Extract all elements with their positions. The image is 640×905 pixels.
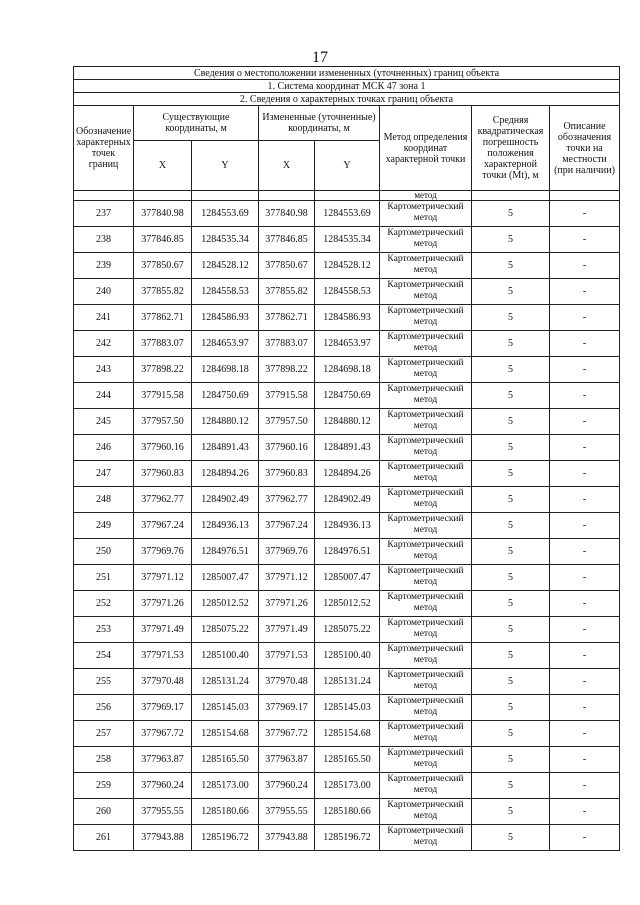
cell-existing-x: 377967.72	[134, 721, 192, 747]
cell-changed-x: 377963.87	[259, 747, 315, 773]
cell-mt-error: 5	[472, 279, 550, 305]
table-row	[74, 435, 620, 461]
table-row	[74, 383, 620, 409]
header-description: Описание обозначения точки на местности (при наличии)	[550, 106, 620, 191]
cell-existing-y: 1284535.34	[192, 227, 259, 253]
cell-changed-x: 377960.24	[259, 773, 315, 799]
table-row	[74, 721, 620, 747]
cell-mt-error: 5	[472, 773, 550, 799]
cell-mt-error: 5	[472, 643, 550, 669]
cell-mt-error: 5	[472, 253, 550, 279]
cell-existing-x: 377971.49	[134, 617, 192, 643]
header-error: Средняя квадратическая погрешность положения характерной точки (Mt), м	[472, 106, 550, 191]
cell-changed-x: 377971.53	[259, 643, 315, 669]
cell-changed-y: 1284653.97	[315, 331, 380, 357]
cell-description: -	[550, 305, 620, 331]
cell-point-id: 254	[74, 643, 134, 669]
cell-changed-x: 377846.85	[259, 227, 315, 253]
cell-description: -	[550, 253, 620, 279]
cell-existing-x: 377960.16	[134, 435, 192, 461]
cell-method: Картометрический метод	[380, 279, 472, 305]
cell-description: -	[550, 331, 620, 357]
cell-mt-error: 5	[472, 825, 550, 851]
cell-point-id: 259	[74, 773, 134, 799]
table-row	[74, 513, 620, 539]
cell-description: -	[550, 669, 620, 695]
cell-method: Картометрический метод	[380, 513, 472, 539]
cell-existing-x: 377943.88	[134, 825, 192, 851]
cell-existing-x: 377955.55	[134, 799, 192, 825]
cell-changed-y: 1284891.43	[315, 435, 380, 461]
cell-existing-y: 1285075.22	[192, 617, 259, 643]
cell-existing-y: 1284528.12	[192, 253, 259, 279]
cell-changed-x: 377943.88	[259, 825, 315, 851]
cell-existing-x: 377967.24	[134, 513, 192, 539]
cell-mt-error: 5	[472, 591, 550, 617]
cell-mt-error: 5	[472, 409, 550, 435]
boundary-points-table	[73, 66, 620, 851]
cell-changed-x: 377855.82	[259, 279, 315, 305]
cell-existing-x: 377971.26	[134, 591, 192, 617]
cell-mt-error: 5	[472, 617, 550, 643]
cell-mt-error: 5	[472, 201, 550, 227]
cell-changed-y: 1285165.50	[315, 747, 380, 773]
cell-point-id: 248	[74, 487, 134, 513]
cell-changed-x: 377850.67	[259, 253, 315, 279]
cell-method: Картометрический метод	[380, 487, 472, 513]
cell-existing-y: 1284698.18	[192, 357, 259, 383]
cell-changed-y: 1284586.93	[315, 305, 380, 331]
cell-point-id: 239	[74, 253, 134, 279]
header-changed-coords: Измененные (уточненные) координаты, м	[259, 106, 380, 141]
cell-changed-y: 1285173.00	[315, 773, 380, 799]
cell-mt-error: 5	[472, 331, 550, 357]
cell-existing-x: 377846.85	[134, 227, 192, 253]
cell-method: Картометрический метод	[380, 461, 472, 487]
cell-point-id: 250	[74, 539, 134, 565]
table-row	[74, 253, 620, 279]
cell-description: -	[550, 227, 620, 253]
cell-changed-y: 1284528.12	[315, 253, 380, 279]
table-row	[74, 305, 620, 331]
cell-existing-x: 377960.83	[134, 461, 192, 487]
cell-description: -	[550, 591, 620, 617]
continuation-method: метод	[380, 191, 472, 201]
cell-existing-x: 377970.48	[134, 669, 192, 695]
cell-changed-y: 1284894.26	[315, 461, 380, 487]
table-row	[74, 331, 620, 357]
cell-method: Картометрический метод	[380, 435, 472, 461]
cell-description: -	[550, 539, 620, 565]
cell-mt-error: 5	[472, 357, 550, 383]
cell-existing-y: 1284653.97	[192, 331, 259, 357]
table-row	[74, 539, 620, 565]
cell-mt-error: 5	[472, 669, 550, 695]
cell-method: Картометрический метод	[380, 773, 472, 799]
cell-changed-x: 377883.07	[259, 331, 315, 357]
cell-existing-x: 377883.07	[134, 331, 192, 357]
cell-existing-y: 1284902.49	[192, 487, 259, 513]
cell-point-id: 252	[74, 591, 134, 617]
table-row	[74, 461, 620, 487]
cell-changed-y: 1285007.47	[315, 565, 380, 591]
cell-changed-y: 1285196.72	[315, 825, 380, 851]
cell-method: Картометрический метод	[380, 383, 472, 409]
cell-method: Картометрический метод	[380, 643, 472, 669]
cell-changed-x: 377915.58	[259, 383, 315, 409]
cell-existing-y: 1284553.69	[192, 201, 259, 227]
cell-method: Картометрический метод	[380, 747, 472, 773]
cell-changed-y: 1284880.12	[315, 409, 380, 435]
cell-mt-error: 5	[472, 383, 550, 409]
cell-existing-x: 377971.53	[134, 643, 192, 669]
table-row	[74, 695, 620, 721]
cell-changed-y: 1284902.49	[315, 487, 380, 513]
cell-description: -	[550, 513, 620, 539]
table-row	[74, 565, 620, 591]
cell-existing-x: 377915.58	[134, 383, 192, 409]
continuation-row	[74, 191, 620, 201]
cell-point-id: 247	[74, 461, 134, 487]
cell-description: -	[550, 695, 620, 721]
header-designation: Обозначение характерных точек границ	[74, 106, 134, 191]
cell-changed-x: 377962.77	[259, 487, 315, 513]
cell-existing-y: 1285173.00	[192, 773, 259, 799]
cell-changed-y: 1284698.18	[315, 357, 380, 383]
table-row	[74, 747, 620, 773]
cell-description: -	[550, 201, 620, 227]
cell-changed-x: 377960.16	[259, 435, 315, 461]
cell-mt-error: 5	[472, 487, 550, 513]
header-existing-y: Y	[192, 141, 259, 191]
cell-existing-y: 1284880.12	[192, 409, 259, 435]
cell-existing-y: 1284976.51	[192, 539, 259, 565]
cell-changed-y: 1284750.69	[315, 383, 380, 409]
cell-description: -	[550, 799, 620, 825]
cell-point-id: 243	[74, 357, 134, 383]
cell-changed-y: 1285075.22	[315, 617, 380, 643]
cell-changed-y: 1284558.53	[315, 279, 380, 305]
table-row	[74, 591, 620, 617]
cell-description: -	[550, 825, 620, 851]
cell-mt-error: 5	[472, 305, 550, 331]
cell-method: Картометрический метод	[380, 721, 472, 747]
cell-changed-x: 377971.12	[259, 565, 315, 591]
cell-existing-y: 1285131.24	[192, 669, 259, 695]
cell-method: Картометрический метод	[380, 799, 472, 825]
table-row	[74, 643, 620, 669]
cell-existing-y: 1285100.40	[192, 643, 259, 669]
cell-existing-y: 1284891.43	[192, 435, 259, 461]
table-row	[74, 617, 620, 643]
header-existing-x: X	[134, 141, 192, 191]
cell-mt-error: 5	[472, 539, 550, 565]
coordinate-system-title: 1. Система координат МСК 47 зона 1	[74, 80, 620, 93]
cell-mt-error: 5	[472, 799, 550, 825]
table-title: Сведения о местоположении измененных (уточненных) границ объекта	[74, 67, 620, 80]
cell-description: -	[550, 565, 620, 591]
cell-point-id: 245	[74, 409, 134, 435]
cell-changed-y: 1285180.66	[315, 799, 380, 825]
cell-changed-y: 1284936.13	[315, 513, 380, 539]
cell-point-id: 257	[74, 721, 134, 747]
cell-description: -	[550, 747, 620, 773]
cell-description: -	[550, 617, 620, 643]
cell-changed-x: 377971.26	[259, 591, 315, 617]
cell-method: Картометрический метод	[380, 201, 472, 227]
cell-changed-x: 377969.17	[259, 695, 315, 721]
table-row	[74, 279, 620, 305]
cell-changed-x: 377960.83	[259, 461, 315, 487]
cell-mt-error: 5	[472, 695, 550, 721]
cell-changed-y: 1284976.51	[315, 539, 380, 565]
cell-existing-y: 1285154.68	[192, 721, 259, 747]
cell-method: Картометрический метод	[380, 227, 472, 253]
cell-changed-y: 1285131.24	[315, 669, 380, 695]
cell-existing-y: 1284586.93	[192, 305, 259, 331]
table-row	[74, 669, 620, 695]
cell-existing-y: 1285180.66	[192, 799, 259, 825]
cell-existing-x: 377963.87	[134, 747, 192, 773]
page-number: 17	[312, 49, 328, 66]
cell-existing-x: 377957.50	[134, 409, 192, 435]
cell-method: Картометрический метод	[380, 357, 472, 383]
cell-point-id: 261	[74, 825, 134, 851]
cell-method: Картометрический метод	[380, 253, 472, 279]
cell-method: Картометрический метод	[380, 331, 472, 357]
cell-changed-y: 1285145.03	[315, 695, 380, 721]
cell-changed-x: 377970.48	[259, 669, 315, 695]
cell-mt-error: 5	[472, 227, 550, 253]
cell-existing-y: 1285165.50	[192, 747, 259, 773]
cell-changed-x: 377955.55	[259, 799, 315, 825]
table-row	[74, 357, 620, 383]
cell-method: Картометрический метод	[380, 591, 472, 617]
cell-existing-x: 377962.77	[134, 487, 192, 513]
cell-existing-x: 377850.67	[134, 253, 192, 279]
cell-existing-y: 1285007.47	[192, 565, 259, 591]
table-row	[74, 799, 620, 825]
cell-point-id: 260	[74, 799, 134, 825]
cell-method: Картометрический метод	[380, 695, 472, 721]
cell-method: Картометрический метод	[380, 825, 472, 851]
header-method: Метод определения координат характерной точки	[380, 106, 472, 191]
cell-mt-error: 5	[472, 721, 550, 747]
header-changed-x: X	[259, 141, 315, 191]
cell-mt-error: 5	[472, 461, 550, 487]
cell-existing-y: 1285012.52	[192, 591, 259, 617]
cell-changed-x: 377898.22	[259, 357, 315, 383]
cell-description: -	[550, 461, 620, 487]
header-existing-coords: Существующие координаты, м	[134, 106, 259, 141]
section-title: 2. Сведения о характерных точках границ объекта	[74, 93, 620, 106]
cell-point-id: 253	[74, 617, 134, 643]
cell-changed-x: 377967.24	[259, 513, 315, 539]
cell-existing-x: 377862.71	[134, 305, 192, 331]
cell-method: Картометрический метод	[380, 539, 472, 565]
cell-description: -	[550, 279, 620, 305]
cell-mt-error: 5	[472, 747, 550, 773]
cell-point-id: 256	[74, 695, 134, 721]
cell-existing-x: 377960.24	[134, 773, 192, 799]
table-row	[74, 487, 620, 513]
cell-method: Картометрический метод	[380, 617, 472, 643]
cell-existing-y: 1284750.69	[192, 383, 259, 409]
cell-existing-y: 1284558.53	[192, 279, 259, 305]
cell-existing-y: 1284894.26	[192, 461, 259, 487]
table-row	[74, 825, 620, 851]
table-row	[74, 773, 620, 799]
cell-description: -	[550, 357, 620, 383]
cell-existing-x: 377969.76	[134, 539, 192, 565]
cell-changed-x: 377967.72	[259, 721, 315, 747]
cell-changed-y: 1285100.40	[315, 643, 380, 669]
table-row	[74, 201, 620, 227]
cell-method: Картометрический метод	[380, 565, 472, 591]
cell-changed-x: 377862.71	[259, 305, 315, 331]
cell-mt-error: 5	[472, 565, 550, 591]
header-changed-y: Y	[315, 141, 380, 191]
cell-changed-y: 1285012.52	[315, 591, 380, 617]
cell-existing-x: 377898.22	[134, 357, 192, 383]
cell-point-id: 244	[74, 383, 134, 409]
cell-changed-y: 1284535.34	[315, 227, 380, 253]
cell-changed-x: 377957.50	[259, 409, 315, 435]
cell-method: Картометрический метод	[380, 305, 472, 331]
cell-mt-error: 5	[472, 513, 550, 539]
cell-point-id: 241	[74, 305, 134, 331]
cell-description: -	[550, 409, 620, 435]
cell-changed-x: 377969.76	[259, 539, 315, 565]
cell-existing-x: 377855.82	[134, 279, 192, 305]
cell-point-id: 242	[74, 331, 134, 357]
cell-existing-y: 1285196.72	[192, 825, 259, 851]
cell-point-id: 255	[74, 669, 134, 695]
cell-point-id: 246	[74, 435, 134, 461]
cell-existing-x: 377840.98	[134, 201, 192, 227]
cell-changed-y: 1285154.68	[315, 721, 380, 747]
cell-existing-y: 1285145.03	[192, 695, 259, 721]
cell-point-id: 237	[74, 201, 134, 227]
cell-description: -	[550, 487, 620, 513]
cell-changed-x: 377971.49	[259, 617, 315, 643]
cell-existing-x: 377969.17	[134, 695, 192, 721]
cell-changed-x: 377840.98	[259, 201, 315, 227]
cell-point-id: 240	[74, 279, 134, 305]
cell-description: -	[550, 643, 620, 669]
cell-point-id: 251	[74, 565, 134, 591]
cell-existing-y: 1284936.13	[192, 513, 259, 539]
cell-point-id: 249	[74, 513, 134, 539]
table-row	[74, 409, 620, 435]
cell-description: -	[550, 721, 620, 747]
cell-point-id: 238	[74, 227, 134, 253]
cell-description: -	[550, 435, 620, 461]
cell-method: Картометрический метод	[380, 669, 472, 695]
cell-method: Картометрический метод	[380, 409, 472, 435]
cell-changed-y: 1284553.69	[315, 201, 380, 227]
cell-point-id: 258	[74, 747, 134, 773]
cell-mt-error: 5	[472, 435, 550, 461]
cell-description: -	[550, 773, 620, 799]
cell-existing-x: 377971.12	[134, 565, 192, 591]
cell-description: -	[550, 383, 620, 409]
table-row	[74, 227, 620, 253]
